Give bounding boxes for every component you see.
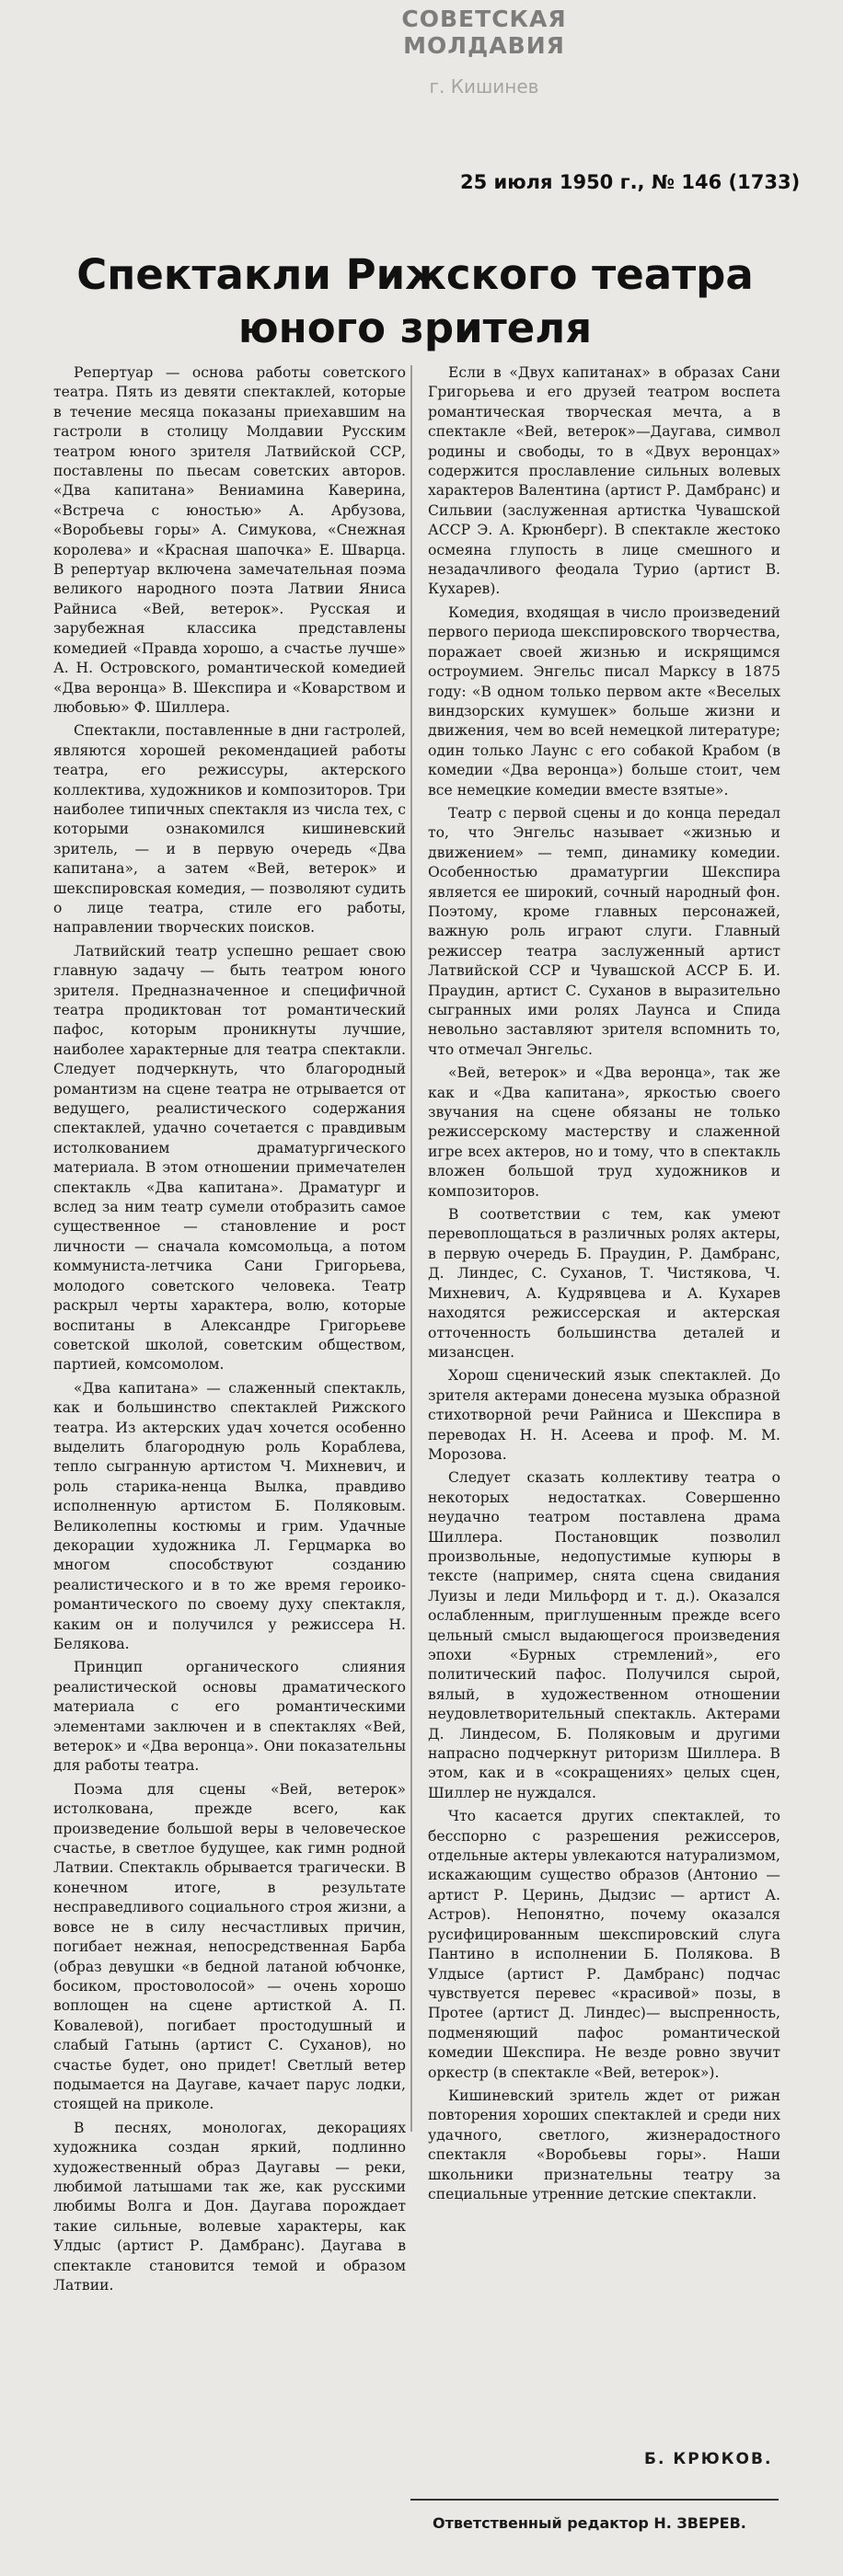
paragraph: Комедия, входящая в число произведений первого периода шекспировского творчества, поражает своей жизнью и искрящимся остроумием. Энгельс писал Марксу в 1875 году: «В одном только первом акте «Веселых виндзорских кумушек» больше жизни и движения, чем во всей немецкой литературе; один только Лаунс с его собакой Крабом (в комедии «Два веронца») больше стоит, чем все немецкие комедии вместе взятые». [428, 604, 780, 799]
paragraph: Принцип органического слияния реалистической основы драматического материала с его романтическими элементами заключен и в спектаклях «Вей, ветерок» и «Два веронца». Они показательны для работы театра. [53, 1659, 406, 1775]
paragraph: Что касается других спектаклей, то бесспорно с разрешения режиссеров, отдельные актеры увлекаются натурализмом, искажающим существо образов (Антонио — артист Р. Церинь, Дыдзис — артист А. Астров). Непонятно, почему оказался русифицированным шекспировский слуга Пантино в исполнении Б. Полякова. В Улдысе (артист Р. Дамбранс) подчас чувствуется перевес «красивой» позы, в Протее (артист Д. Линдес)— выспренность, подменяющий пафос романтической комедии Шекспира. Не везде ровно звучит оркестр (в спектакле «Вей, ветерок»). [428, 1808, 780, 2081]
paragraph: Театр с первой сцены и до конца передал то, что Энгельс называет «жизнью и движением» — темп, динамику комедии. Особенностью драматургии Шекспира является ее широкий, сочный народный фон. Поэтому, кроме главных персонажей, важную роль играют слуги. Главный режиссер театра заслуженный артист Латвийской ССР и Чувашской АССР Б. И. Праудин, артист С. Суханов в выразительно сыгранных ими ролях Лаунса и Спида невольно заставляют зрителя вспомнить то, что отмечал Энгельс. [428, 804, 780, 1058]
paragraph: Кишиневский зритель ждет от рижан повторения хороших спектаклей и среди них удачного, светлого, жизнерадостного спектакля «Воробьевы горы». Наши школьники признательны театру за специальные утренние детские спектакли. [428, 2087, 780, 2202]
paragraph: «Вей, ветерок» и «Два веронца», так же как и «Два капитана», яркостью своего звучания на сцене обязаны не только режиссерскому мастерству и слаженной игре всех актеров, но и тому, что в спектакль вложен большой труд художников и композиторов. [428, 1064, 780, 1200]
article-headline [52, 248, 779, 355]
library-stamp [383, 6, 585, 98]
author-signature: Б. КРЮКОВ. [644, 2450, 773, 2468]
paragraph: Если в «Двух капитанах» в образах Сани Григорьева и его друзей театром воспета романтическая творческая мечта, а в спектакле «Вей, ветерок»—Даугава, символ родины и свободы, то в «Двух веронцах» содержится прославление сильных волевых характеров Валентина (артист Р. Дамбранс) и Сильвии (заслуженная артистка Чувашской АССР Э. А. Крюнберг). В спектакле жестоко осмеяна глупость в лице смешного и незадачливого феодала Турио (артист В. Кухарев). [428, 364, 780, 598]
article-body [53, 363, 780, 2470]
paragraph: Поэма для сцены «Вей, ветерок» истолкована, прежде всего, как произведение большой веры в человеческое счастье, в светлое будущее, как гимн родной Латвии. Спектакль обрывается трагически. В конечном итоге, в результате несправедливого социального строя жизни, а вовсе не в силу несчастливых причин, погибает нежная, непосредственная Барба (образ девушки «в бедной латаной юбчонке, босиком, простоволосой» — очень хорошо воплощен на сцене артисткой А. П. Ковалевой), погибает простодушный и слабый Гатынь (артист С. Суханов), но счастье будет, оно придет! Светлый ветер подымается на Даугаве, качает парус лодки, стоящей на приколе. [53, 1780, 406, 2113]
stamp-city: г. Кишинев [429, 75, 539, 98]
footer-rule [410, 2499, 779, 2501]
paragraph: Спектакли, поставленные в дни гастролей, являются хорошей рекомендацией работы театра, его режиссуры, актерского коллектива, художников и композиторов. Три наиболее типичных спектакля из числа тех, с которыми ознакомился кишиневский зритель, — и в первую очередь «Два капитана», а затем «Вей, ветерок» и шекспировская комедия, — позволяют судить о лице театра, стиле его работы, направлении творческих поисков. [53, 722, 406, 937]
editor-credit: Ответственный редактор Н. ЗВЕРЕВ. [433, 2514, 746, 2532]
paragraph: «Два капитана» — слаженный спектакль, как и большинство спектаклей Рижского театра. Из актерских удач хочется особенно выделить благородную роль Кораблева, тепло сыгранную артистом Ч. Михневич, и роль старика-ненца Вылка, правдиво исполненную артистом Б. Поляковым. Великолепны костюмы и грим. Удачные декорации художника Л. Герцмарка во многом способствуют созданию реалистического и в то же время героико-романтического по своему духу спектакля, каким он и получился у режиссера Н. Беляковa. [53, 1379, 406, 1652]
column-right [428, 363, 780, 2470]
paragraph: В соответствии с тем, как умеют перевоплощаться в различных ролях актеры, в первую очередь Б. Праудин, Р. Дамбранс, Д. Линдес, С. Суханов, Т. Чистякова, Ч. Михневич, А. Кудрявцева и А. Кухарев находятся режиссерская и актерская отточенность большинства деталей и мизансцен. [428, 1206, 780, 1361]
stamp-newspaper-name: СОВЕТСКАЯ МОЛДАВИЯ [401, 6, 567, 59]
paragraph: Латвийский театр успешно решает свою главную задачу — быть театром юного зрителя. Предназначенное и специфичной театра продиктован тот романтический пафос, которым проникнуты лучшие, наиболее характерные для театра спектакли. Следует подчеркнуть, что благородный романтизм на сцене театра не отрывается от ведущего, реалистического содержания спектаклей, удачно сочетается с правдивым истолкованием драматургического материала. В этом отношении примечателен спектакль «Два капитана». Драматург и вслед за ним театр сумели отобразить самое существенное — становление и рост личности — сначала комсомольца, а потом коммуниста-летчика Сани Григорьева, молодого советского человека. Театр раскрыл черты характера, волю, которые воспитаны в Александре Григорьеве советской школой, советским обществом, партией, комсомолом. [53, 942, 406, 1374]
headline-line-2: юного зрителя [237, 304, 593, 352]
column-left [53, 363, 406, 2470]
paragraph: Репертуар — основа работы советского театра. Пять из девяти спектаклей, которые в течение месяца показаны приехавшим на гастроли в столицу Молдавии Русским театром юного зрителя Латвийской ССР, поставлены по пьесам советских авторов. «Два капитана» Вениамина Каверина, «Встреча с юностью» А. Арбузова, «Воробьевы горы» А. Симукова, «Снежная королева» и «Красная шапочка» Е. Шварца. В репертуар включена замечательная поэма великого народного поэта Латвии Яниса Райниса «Вей, ветерок». Русская и зарубежная классика представлены комедией «Правда хорошо, а счастье лучше» А. Н. Островского, романтической комедией «Два веронца» В. Шекспира и «Коварством и любовью» Ф. Шиллера. [53, 364, 406, 716]
issue-dateline: 25 июля 1950 г., № 146 (1733) [460, 171, 801, 193]
paragraph: В песнях, монологах, декорациях художника создан яркий, подлинно художественный образ Даугавы — реки, любимой латышами так же, как русскими любимы Волга и Дон. Даугава порождает такие сильные, волевые характеры, как Улдыс (артист Р. Дамбранс). Даугава в спектакле становится темой и образом Латвии. [53, 2119, 406, 2294]
paragraph: Следует сказать коллективу театра о некоторых недостатках. Совершенно неудачно театром поставлена драма Шиллера. Постановщик позволил произвольные, недопустимые купюры в тексте (например, снята сцена свидания Луизы и леди Мильфорд и т. д.). Оказался ослабленным, приглушенным прежде всего цельный смысл выдающегося произведения эпохи «Бурных стремлений», его политический пафос. Получился сырой, вялый, в художественном отношении неудовлетворительный спектакль. Актерами Д. Линдесом, Б. Поляковым и другими напрасно подчеркнут риторизм Шиллера. В этом, как и в «сокращениях» целых сцен, Шиллер не нуждался. [428, 1469, 780, 1801]
headline-line-1: Спектакли Рижского театра [76, 250, 754, 299]
paragraph: Хорош сценический язык спектаклей. До зрителя актерами донесена музыка образной стихотворной речи Райниса и Шекспира в переводах Н. Н. Асеева и проф. М. М. Морозова. [428, 1367, 780, 1463]
